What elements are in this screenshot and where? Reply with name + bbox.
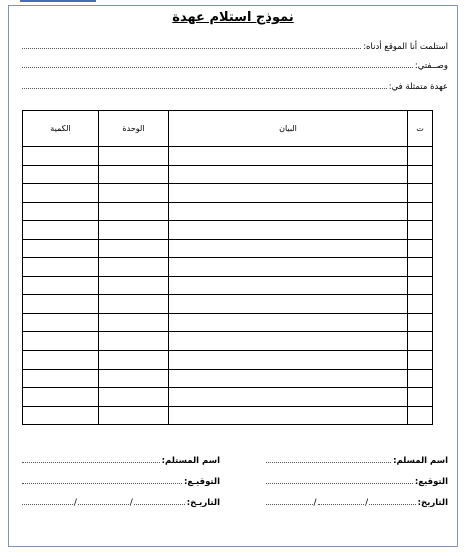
deliverer-signature-label: التوقيع: [414, 477, 448, 487]
table-cell-serial[interactable] [408, 388, 433, 407]
table-cell-serial[interactable] [408, 406, 433, 425]
table-row [23, 313, 433, 332]
table-row [23, 388, 433, 407]
deliverer-name-line[interactable] [266, 459, 391, 463]
table-cell-serial[interactable] [408, 258, 433, 277]
table-header-row [23, 111, 433, 147]
table-cell-unit[interactable] [99, 202, 169, 221]
table-cell-quantity[interactable] [23, 369, 99, 388]
table-cell-serial[interactable] [408, 332, 433, 351]
deliverer-date-month[interactable] [318, 501, 365, 505]
table-row [23, 406, 433, 425]
table-cell-quantity[interactable] [23, 147, 99, 166]
table-cell-quantity[interactable] [23, 165, 99, 184]
table-cell-unit[interactable] [99, 295, 169, 314]
table-cell-unit[interactable] [99, 313, 169, 332]
table-cell-serial[interactable] [408, 369, 433, 388]
form-title: نموذج استلام عهدة [172, 10, 294, 25]
table-cell-description[interactable] [169, 221, 408, 240]
deliverer-date-row[interactable] [266, 487, 448, 508]
table-cell-description[interactable] [169, 258, 408, 277]
table-cell-unit[interactable] [99, 147, 169, 166]
table-cell-quantity[interactable] [23, 295, 99, 314]
table-cell-quantity[interactable] [23, 406, 99, 425]
table-body [23, 147, 433, 425]
table-cell-unit[interactable] [99, 184, 169, 203]
received-by-dotted-line[interactable] [22, 45, 361, 49]
table-cell-description[interactable] [169, 202, 408, 221]
table-cell-quantity[interactable] [23, 221, 99, 240]
receiver-signature-block [22, 445, 220, 508]
deliverer-name-label: اسم المسلم: [393, 456, 448, 466]
position-field[interactable] [22, 57, 448, 71]
receiver-name-line[interactable] [22, 459, 160, 463]
deliverer-signature-line[interactable] [266, 480, 413, 484]
header-quantity: الكمية [23, 111, 99, 147]
deliverer-date-sep-1: / [365, 498, 369, 508]
table-row [23, 351, 433, 370]
table-row [23, 239, 433, 258]
table-cell-unit[interactable] [99, 369, 169, 388]
items-table-wrapper [22, 110, 432, 425]
table-cell-quantity[interactable] [23, 184, 99, 203]
receiver-date-label: التاريـخ: [186, 498, 220, 508]
receiver-signature-line[interactable] [22, 480, 182, 484]
table-cell-unit[interactable] [99, 388, 169, 407]
table-cell-unit[interactable] [99, 276, 169, 295]
deliverer-name-row[interactable] [266, 445, 448, 466]
custody-label: عهدة متمثلة في: [388, 82, 448, 92]
table-cell-description[interactable] [169, 332, 408, 351]
received-by-label: استلمت أنا الموقع أدناه: [363, 42, 448, 52]
table-cell-description[interactable] [169, 351, 408, 370]
receiver-date-sep-2: / [73, 498, 77, 508]
table-cell-description[interactable] [169, 388, 408, 407]
table-row [23, 221, 433, 240]
header-serial: ت [408, 111, 433, 147]
receiver-date-year[interactable] [22, 501, 73, 505]
receiver-date-row[interactable] [22, 487, 220, 508]
table-cell-quantity[interactable] [23, 258, 99, 277]
table-cell-unit[interactable] [99, 351, 169, 370]
header-unit: الوحدة [99, 111, 169, 147]
table-cell-serial[interactable] [408, 295, 433, 314]
table-cell-description[interactable] [169, 165, 408, 184]
table-cell-description[interactable] [169, 369, 408, 388]
items-table [22, 110, 433, 425]
table-cell-unit[interactable] [99, 258, 169, 277]
deliverer-date-fields[interactable] [266, 498, 416, 508]
table-row [23, 147, 433, 166]
table-cell-serial[interactable] [408, 276, 433, 295]
custody-field[interactable] [22, 78, 448, 92]
table-cell-serial[interactable] [408, 184, 433, 203]
receiver-signature-row[interactable] [22, 466, 220, 487]
table-cell-unit[interactable] [99, 165, 169, 184]
custody-dotted-line[interactable] [22, 85, 387, 89]
table-row [23, 202, 433, 221]
position-label: وصــفتي: [414, 61, 448, 71]
table-cell-description[interactable] [169, 184, 408, 203]
table-cell-quantity[interactable] [23, 276, 99, 295]
table-row [23, 258, 433, 277]
deliverer-date-sep-2: / [313, 498, 317, 508]
table-cell-description[interactable] [169, 313, 408, 332]
table-cell-unit[interactable] [99, 332, 169, 351]
table-row [23, 369, 433, 388]
deliverer-date-year[interactable] [266, 501, 313, 505]
table-cell-quantity[interactable] [23, 239, 99, 258]
received-by-field[interactable] [22, 38, 448, 52]
table-row [23, 165, 433, 184]
table-cell-unit[interactable] [99, 221, 169, 240]
receiver-name-label: اسم المستلم: [161, 456, 220, 466]
table-row [23, 332, 433, 351]
deliverer-date-day[interactable] [369, 501, 416, 505]
table-cell-serial[interactable] [408, 165, 433, 184]
table-row [23, 276, 433, 295]
table-cell-serial[interactable] [408, 147, 433, 166]
table-cell-serial[interactable] [408, 221, 433, 240]
header-accent-line [20, 0, 96, 2]
position-dotted-line[interactable] [22, 64, 413, 68]
table-cell-unit[interactable] [99, 239, 169, 258]
table-row [23, 184, 433, 203]
receiver-date-sep-1: / [129, 498, 133, 508]
receiver-signature-label: التوقيـع: [183, 477, 220, 487]
table-cell-unit[interactable] [99, 406, 169, 425]
table-cell-serial[interactable] [408, 239, 433, 258]
table-cell-serial[interactable] [408, 351, 433, 370]
table-cell-description[interactable] [169, 295, 408, 314]
table-cell-quantity[interactable] [23, 351, 99, 370]
table-cell-quantity[interactable] [23, 202, 99, 221]
deliverer-signature-block [266, 445, 448, 508]
table-cell-description[interactable] [169, 239, 408, 258]
deliverer-date-label: التاريخ: [417, 498, 448, 508]
table-cell-description[interactable] [169, 406, 408, 425]
receiver-date-fields[interactable] [22, 498, 185, 508]
table-cell-serial[interactable] [408, 202, 433, 221]
table-cell-description[interactable] [169, 276, 408, 295]
table-cell-serial[interactable] [408, 313, 433, 332]
table-cell-quantity[interactable] [23, 388, 99, 407]
header-description: البيان [169, 111, 408, 147]
table-row [23, 295, 433, 314]
receiver-name-row[interactable] [22, 445, 220, 466]
table-cell-quantity[interactable] [23, 332, 99, 351]
deliverer-signature-row[interactable] [266, 466, 448, 487]
receiver-date-month[interactable] [78, 501, 129, 505]
table-cell-description[interactable] [169, 147, 408, 166]
receiver-date-day[interactable] [134, 501, 185, 505]
table-cell-quantity[interactable] [23, 313, 99, 332]
